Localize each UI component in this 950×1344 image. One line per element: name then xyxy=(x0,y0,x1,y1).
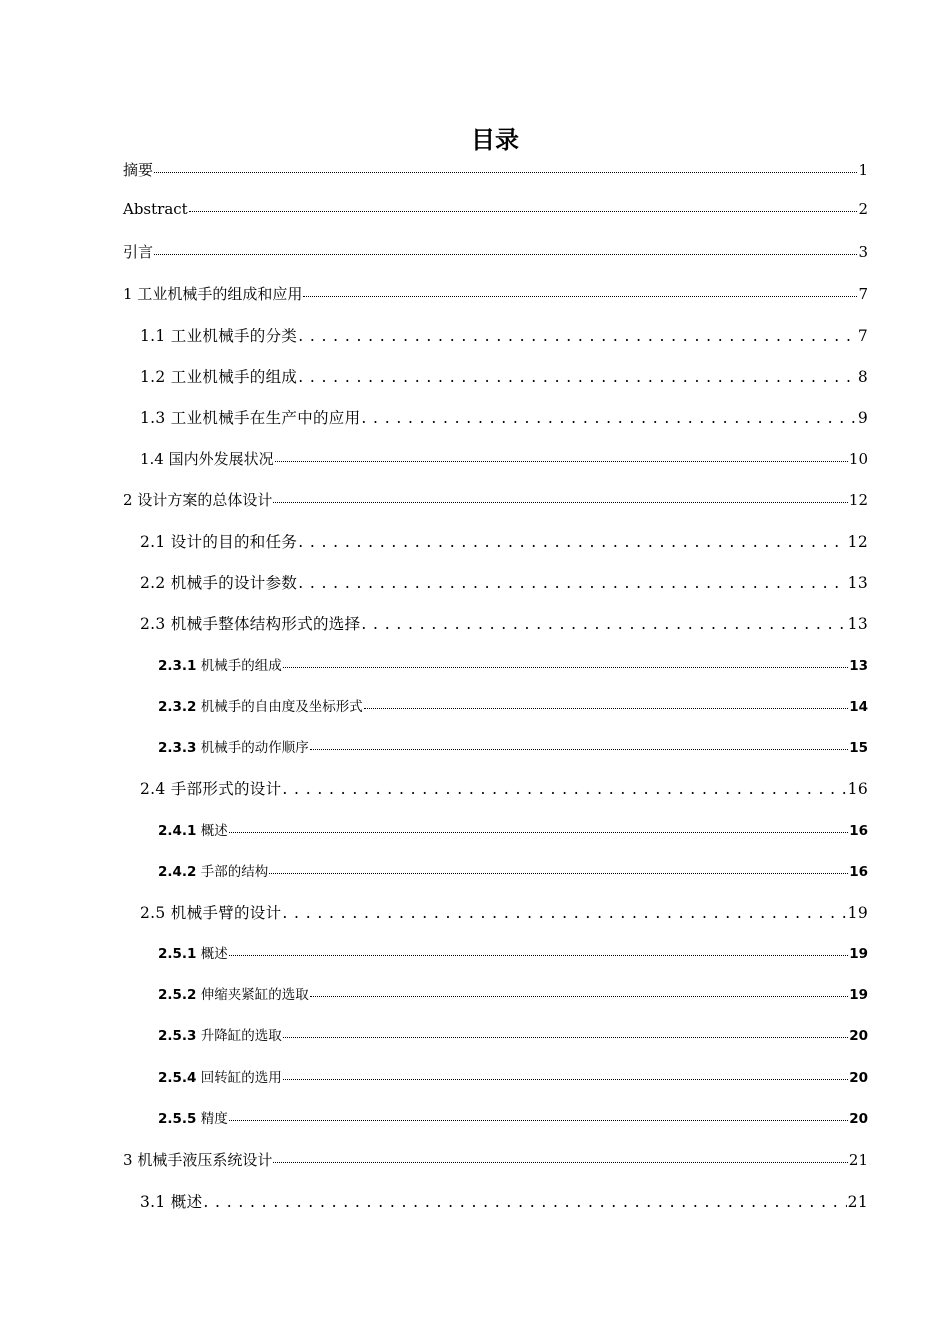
toc-entry-label xyxy=(123,1149,272,1170)
toc-entry-text: 机械手的组成 xyxy=(200,658,282,674)
toc-entry-label xyxy=(123,283,302,304)
toc-entry-label xyxy=(140,365,297,387)
toc-entry-label xyxy=(158,983,309,1003)
toc-entry-text: Abstract xyxy=(123,200,188,218)
toc-entry[interactable] xyxy=(123,1149,868,1170)
toc-entry-label xyxy=(158,942,228,962)
toc-entry-text: 升降缸的选取 xyxy=(200,1028,282,1044)
toc-entry-number: 2.3.3 xyxy=(158,740,197,756)
toc-entry[interactable] xyxy=(158,819,868,839)
toc-entry[interactable] xyxy=(123,200,868,218)
toc-entry[interactable] xyxy=(158,1024,868,1044)
toc-page-number: 19 xyxy=(849,946,868,962)
toc-entry-number: 2 xyxy=(123,491,133,509)
toc-page-number: 7 xyxy=(857,327,868,345)
toc-entry[interactable] xyxy=(158,1066,868,1086)
toc-entry-text: 概述 xyxy=(200,823,228,839)
toc-entry[interactable] xyxy=(140,571,868,593)
toc-entry-number: 1.2 xyxy=(140,368,166,386)
dot-leader xyxy=(229,1119,848,1121)
toc-entry-label xyxy=(158,1107,228,1127)
dot-leader xyxy=(282,904,846,922)
toc-entry-text: 引言 xyxy=(123,243,154,261)
toc-page-number: 21 xyxy=(848,1151,868,1169)
toc-entry[interactable] xyxy=(158,654,868,674)
toc-entry-text: 设计方案的总体设计 xyxy=(137,491,273,509)
toc-page-number: 12 xyxy=(848,491,868,509)
dot-leader xyxy=(283,1036,848,1038)
dot-leader xyxy=(303,295,857,297)
toc-entry-number: 2.3.2 xyxy=(158,699,197,715)
toc-entry-label xyxy=(158,736,309,756)
toc-entry-text: 精度 xyxy=(200,1111,228,1127)
dot-leader xyxy=(229,831,848,833)
toc-entry-label xyxy=(158,654,282,674)
toc-entry-number: 2.5.1 xyxy=(158,946,197,962)
toc-page-number: 16 xyxy=(847,780,868,798)
dot-leader xyxy=(361,409,856,427)
toc-page-number: 20 xyxy=(849,1111,868,1127)
dot-leader xyxy=(298,574,846,592)
toc-entry-label xyxy=(158,1066,282,1086)
toc-entry-label xyxy=(158,695,363,715)
dot-leader xyxy=(361,615,846,633)
toc-entry-label xyxy=(140,901,281,923)
dot-leader xyxy=(310,995,848,997)
toc-entry-number: 2.4 xyxy=(140,780,166,798)
dot-leader xyxy=(364,707,848,709)
toc-entry[interactable] xyxy=(158,695,868,715)
toc-page-number: 8 xyxy=(857,368,868,386)
toc-entry[interactable] xyxy=(158,983,868,1003)
dot-leader xyxy=(298,368,857,386)
toc-entry-label xyxy=(140,1190,202,1212)
dot-leader xyxy=(283,666,848,668)
toc-entry-number: 2.5.5 xyxy=(158,1111,197,1127)
toc-entry-label xyxy=(140,777,281,799)
toc-entry-text: 机械手的设计参数 xyxy=(170,574,298,592)
toc-entry-number: 3 xyxy=(123,1151,133,1169)
toc-page-number: 15 xyxy=(849,740,868,756)
toc-entry-number: 3.1 xyxy=(140,1193,166,1211)
toc-page-number: 2 xyxy=(858,200,868,218)
toc-entry-text: 机械手的动作顺序 xyxy=(200,740,309,756)
toc-entry-text: 概述 xyxy=(170,1193,203,1211)
toc-entry-number: 1.1 xyxy=(140,327,166,345)
toc-entry-text: 回转缸的选用 xyxy=(200,1070,282,1086)
toc-entry-text: 国内外发展状况 xyxy=(168,450,274,468)
toc-page-number: 7 xyxy=(858,285,868,303)
toc-entry-number: 2.5 xyxy=(140,904,166,922)
dot-leader xyxy=(298,533,846,551)
toc-entry-number: 2.5.4 xyxy=(158,1070,197,1086)
toc-page-number: 14 xyxy=(849,699,868,715)
toc-entry-label xyxy=(140,530,297,552)
toc-entry[interactable] xyxy=(140,530,868,552)
toc-entry-text: 工业机械手的组成和应用 xyxy=(137,285,303,303)
toc-entry-label xyxy=(158,860,268,880)
toc-page-number: 20 xyxy=(849,1028,868,1044)
toc-page-number: 10 xyxy=(848,450,868,468)
toc-entry[interactable] xyxy=(140,324,868,346)
toc-entry-text: 机械手臂的设计 xyxy=(170,904,282,922)
dot-leader xyxy=(298,327,857,345)
toc-entry-text: 机械手的自由度及坐标形式 xyxy=(200,699,363,715)
toc-entry-label xyxy=(140,406,360,428)
toc-entry[interactable] xyxy=(158,860,868,880)
toc-entry[interactable] xyxy=(140,365,868,387)
toc-page-number: 9 xyxy=(857,409,868,427)
toc-entry-number: 2.4.1 xyxy=(158,823,197,839)
dot-leader xyxy=(283,1078,848,1080)
toc-entry-text: 设计的目的和任务 xyxy=(170,533,298,551)
toc-entry[interactable] xyxy=(140,406,868,428)
toc-page-number: 13 xyxy=(847,615,868,633)
toc-entry[interactable] xyxy=(140,901,868,923)
toc-entry[interactable] xyxy=(158,942,868,962)
toc-page-number: 13 xyxy=(849,658,868,674)
toc-entry-number: 1 xyxy=(123,285,133,303)
toc-entry-number: 2.4.2 xyxy=(158,864,197,880)
toc-page-number: 12 xyxy=(847,533,868,551)
toc-entry[interactable] xyxy=(158,1107,868,1127)
toc-page-number: 20 xyxy=(849,1070,868,1086)
toc-page-number: 3 xyxy=(858,243,868,261)
dot-leader xyxy=(273,501,848,503)
toc-entry[interactable] xyxy=(158,736,868,756)
toc-entry-text: 概述 xyxy=(200,946,228,962)
toc-entry-text: 手部形式的设计 xyxy=(170,780,282,798)
toc-entry-number: 2.3 xyxy=(140,615,166,633)
toc-entry-text: 机械手整体结构形式的选择 xyxy=(170,615,361,633)
dot-leader xyxy=(189,210,858,212)
dot-leader xyxy=(154,253,857,255)
toc-entry-number: 1.4 xyxy=(140,450,164,468)
toc-entry[interactable] xyxy=(140,777,868,799)
toc-entry-number: 2.1 xyxy=(140,533,166,551)
toc-entry-text: 工业机械手的组成 xyxy=(170,368,298,386)
toc-page-number: 19 xyxy=(847,904,868,922)
toc-entry-text: 摘要 xyxy=(123,161,154,179)
toc-entry-text: 伸缩夹紧缸的选取 xyxy=(200,987,309,1003)
toc-entry-number: 2.5.3 xyxy=(158,1028,197,1044)
toc-page-number: 1 xyxy=(858,161,868,179)
dot-leader xyxy=(229,954,848,956)
dot-leader xyxy=(269,872,848,874)
toc-entry-number: 1.3 xyxy=(140,409,166,427)
toc-entry-label xyxy=(123,489,272,510)
dot-leader xyxy=(273,1161,848,1163)
dot-leader xyxy=(275,460,848,462)
dot-leader xyxy=(203,1193,846,1211)
toc-page-number: 16 xyxy=(849,864,868,880)
toc-entry-number: 2.5.2 xyxy=(158,987,197,1003)
toc-entry[interactable] xyxy=(140,612,868,634)
toc-entry-text: 工业机械手在生产中的应用 xyxy=(170,409,361,427)
toc-entry[interactable] xyxy=(140,1190,868,1212)
dot-leader xyxy=(282,780,846,798)
toc-entry-label xyxy=(158,1024,282,1044)
toc-entry-text: 手部的结构 xyxy=(200,864,269,880)
toc-entry[interactable] xyxy=(123,159,868,180)
toc-entry[interactable] xyxy=(123,489,868,510)
toc-entry[interactable] xyxy=(140,448,868,469)
toc-entry-number: 2.2 xyxy=(140,574,166,592)
toc-entry[interactable] xyxy=(123,283,868,304)
toc-page-number: 21 xyxy=(847,1193,868,1211)
toc-entry-label xyxy=(140,448,274,469)
toc-entry-label xyxy=(140,571,297,593)
toc-page-number: 13 xyxy=(847,574,868,592)
dot-leader xyxy=(310,748,848,750)
toc-entry[interactable] xyxy=(123,241,868,262)
toc-entry-label xyxy=(140,612,360,634)
toc-page-number: 16 xyxy=(849,823,868,839)
toc-entry-label xyxy=(158,819,228,839)
toc-entry-number: 2.3.1 xyxy=(158,658,197,674)
toc-title: 目录 xyxy=(471,126,519,154)
toc-entry-label xyxy=(140,324,297,346)
toc-entry-text: 工业机械手的分类 xyxy=(170,327,298,345)
toc-entry-text: 机械手液压系统设计 xyxy=(137,1151,273,1169)
dot-leader xyxy=(154,171,857,173)
toc-page-number: 19 xyxy=(849,987,868,1003)
